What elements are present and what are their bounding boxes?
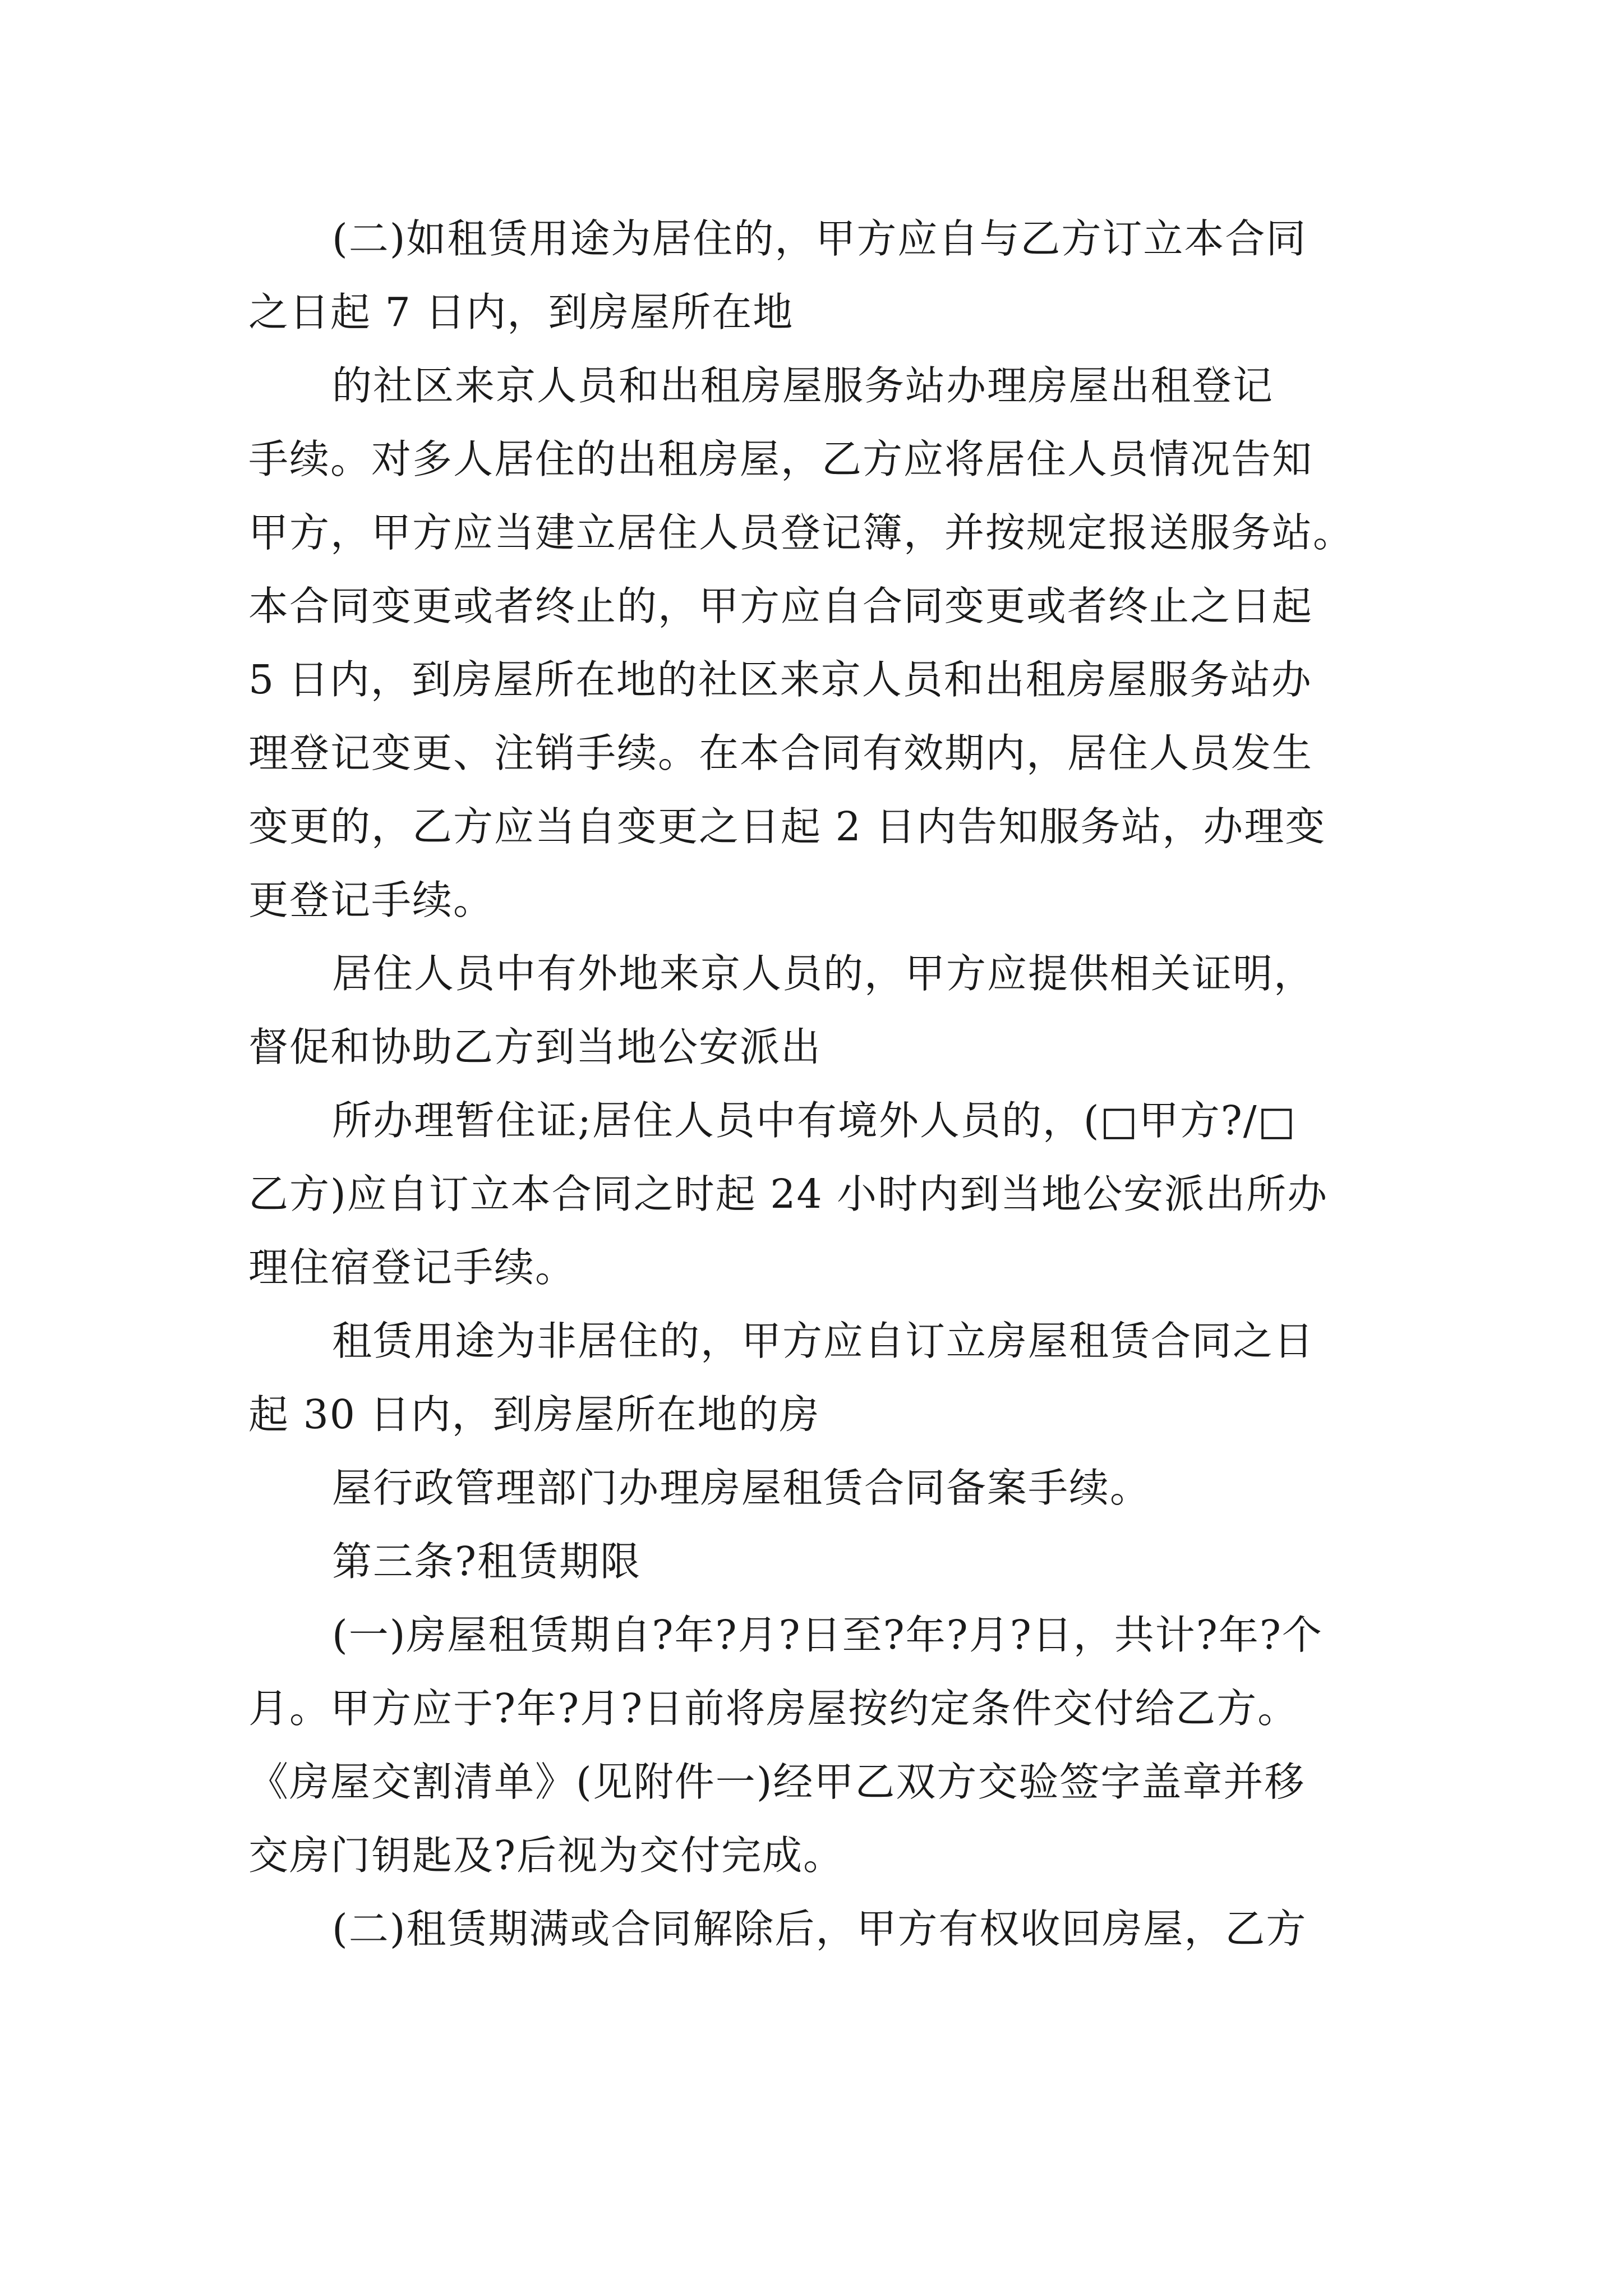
text-line: 《房屋交割清单》(见附件一)经甲乙双方交验签字盖章并移 (248, 1759, 1306, 1805)
text-line: 更登记手续。 (248, 877, 495, 923)
text-line: 乙方)应自订立本合同之时起 24 小时内到当地公安派出所办 (248, 1171, 1329, 1217)
text-line: 本合同变更或者终止的，甲方应自合同变更或者终止之日起 (248, 583, 1313, 629)
text-line: 理登记变更、注销手续。在本合同有效期内，居住人员发生 (248, 730, 1313, 776)
text-line: (二)租赁期满或合同解除后，甲方有权收回房屋，乙方 (332, 1906, 1307, 1952)
text-line: 变更的，乙方应当自变更之日起 2 日内告知服务站，办理变 (248, 803, 1326, 850)
text-line: 手续。对多人居住的出租房屋，乙方应将居住人员情况告知 (248, 436, 1313, 482)
document-body (248, 202, 1393, 1966)
text-line: 租赁用途为非居住的，甲方应自订立房屋租赁合同之日 (332, 1318, 1315, 1364)
text-line: 月。甲方应于?年?月?日前将房屋按约定条件交付给乙方。 (248, 1685, 1299, 1732)
text-line: 理住宿登记手续。 (248, 1244, 577, 1291)
text-line: 所办理暂住证;居住人员中有境外人员的，(□甲方?/□ (332, 1097, 1297, 1144)
text-line: (二)如租赁用途为居住的，甲方应自与乙方订立本合同 (332, 215, 1307, 262)
text-line: 屋行政管理部门办理房屋租赁合同备案手续。 (332, 1465, 1151, 1511)
text-line: 居住人员中有外地来京人员的，甲方应提供相关证明， (332, 950, 1315, 997)
text-line: 之日起 7 日内，到房屋所在地 (248, 289, 794, 335)
section-heading: 第三条?租赁期限 (332, 1538, 642, 1585)
text-line: 交房门钥匙及?后视为交付完成。 (248, 1832, 845, 1879)
text-line: 甲方，甲方应当建立居住人员登记簿，并按规定报送服务站。 (248, 509, 1354, 556)
text-line: (一)房屋租赁期自?年?月?日至?年?月?日，共计?年?个 (332, 1612, 1323, 1658)
text-line: 5 日内，到房屋所在地的社区来京人员和出租房屋服务站办 (248, 656, 1312, 703)
text-line: 的社区来京人员和出租房屋服务站办理房屋出租登记 (332, 362, 1274, 409)
text-line: 起 30 日内，到房屋所在地的房 (248, 1391, 820, 1438)
text-line: 督促和协助乙方到当地公安派出 (248, 1024, 822, 1070)
